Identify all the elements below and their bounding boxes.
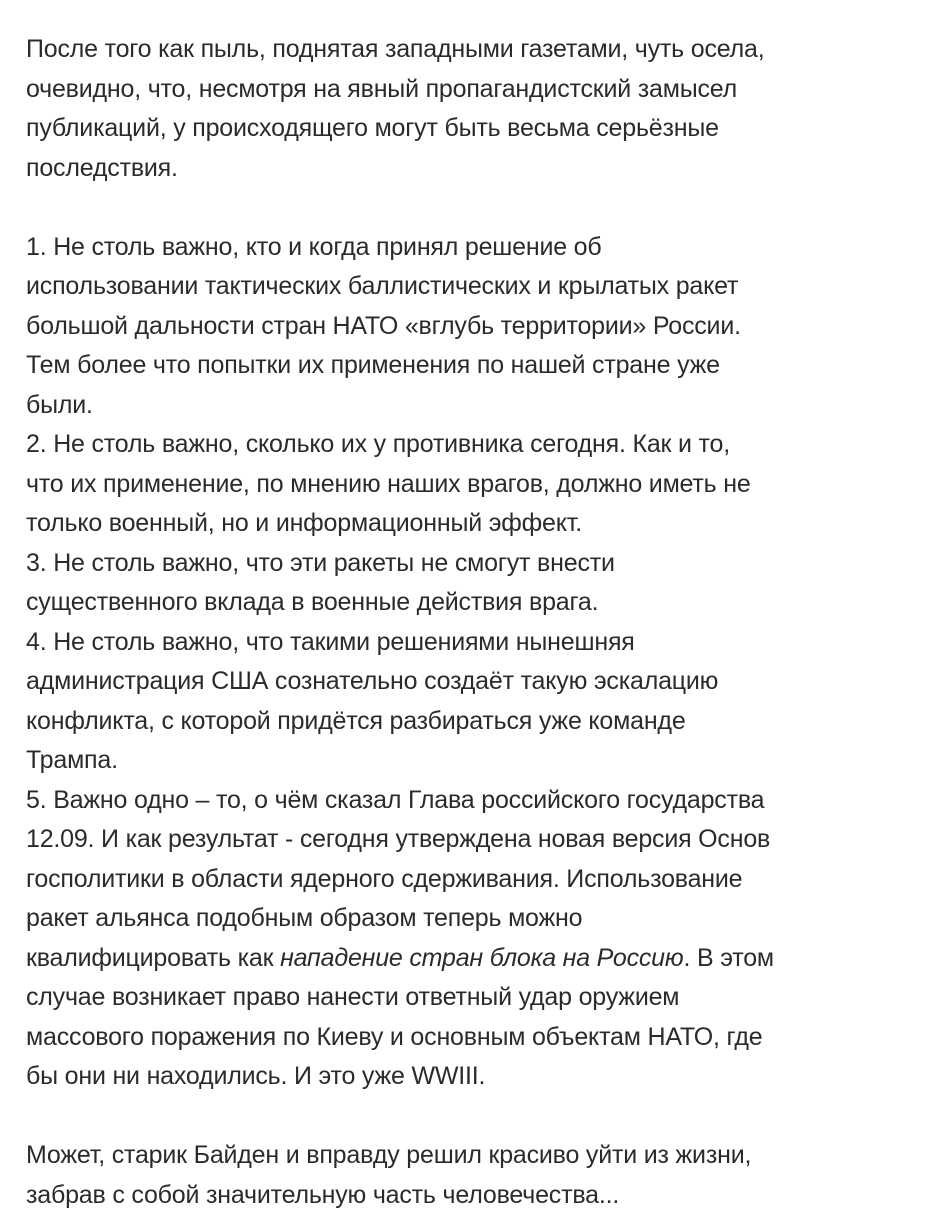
point-4-line: администрация США сознательно создаёт такую эскалацию	[26, 662, 917, 702]
point-1-line: большой дальности стран НАТО «вглубь территории» России.	[26, 307, 917, 347]
point-2-line: что их применение, по мнению наших врагов, должно иметь не	[26, 465, 917, 505]
point-4-line: Трампа.	[26, 741, 917, 781]
point-4-line: конфликта, с которой придётся разбираться уже команде	[26, 702, 917, 742]
point-5-line: 12.09. И как результат - сегодня утверждена новая версия Основ	[26, 820, 917, 860]
point-1-line: были.	[26, 386, 917, 426]
point-3-line: 3. Не столь важно, что эти ракеты не смогут внести	[26, 544, 917, 584]
point-5-emphasis-line	[26, 939, 917, 979]
point-5-line: 5. Важно одно – то, о чём сказал Глава российского государства	[26, 781, 917, 821]
point-5-line: массового поражения по Киеву и основным объектам НАТО, где	[26, 1018, 917, 1058]
point-5-line: бы они ни находились. И это уже WWIII.	[26, 1057, 917, 1097]
text-segment: . В этом	[684, 944, 774, 972]
point-5-line: случае возникает право нанести ответный удар оружием	[26, 978, 917, 1018]
outro-paragraph	[26, 1136, 917, 1215]
point-2-line: 2. Не столь важно, сколько их у противника сегодня. Как и то,	[26, 425, 917, 465]
point-3-line: существенного вклада в военные действия врага.	[26, 583, 917, 623]
point-2-line: только военный, но и информационный эффект.	[26, 504, 917, 544]
text-line: очевидно, что, несмотря на явный пропагандистский замысел	[26, 70, 917, 110]
text-line: публикаций, у происходящего могут быть весьма серьёзные	[26, 109, 917, 149]
points-paragraph	[26, 228, 917, 1097]
text-line: После того как пыль, поднятая западными газетами, чуть осела,	[26, 30, 917, 70]
point-4-line: 4. Не столь важно, что такими решениями нынешняя	[26, 623, 917, 663]
point-1-line: Тем более что попытки их применения по нашей стране уже	[26, 346, 917, 386]
intro-paragraph	[26, 30, 917, 188]
italic-emphasis: нападение стран блока на Россию	[280, 944, 683, 972]
text-segment: квалифицировать как	[26, 944, 280, 972]
point-1-line: 1. Не столь важно, кто и когда принял решение об	[26, 228, 917, 268]
text-line: последствия.	[26, 149, 917, 189]
text-line: Может, старик Байден и вправду решил красиво уйти из жизни,	[26, 1136, 917, 1176]
point-5-line: госполитики в области ядерного сдерживания. Использование	[26, 860, 917, 900]
point-5-line: ракет альянса подобным образом теперь можно	[26, 899, 917, 939]
point-1-line: использовании тактических баллистических и крылатых ракет	[26, 267, 917, 307]
text-line: забрав с собой значительную часть человечества...	[26, 1176, 917, 1215]
